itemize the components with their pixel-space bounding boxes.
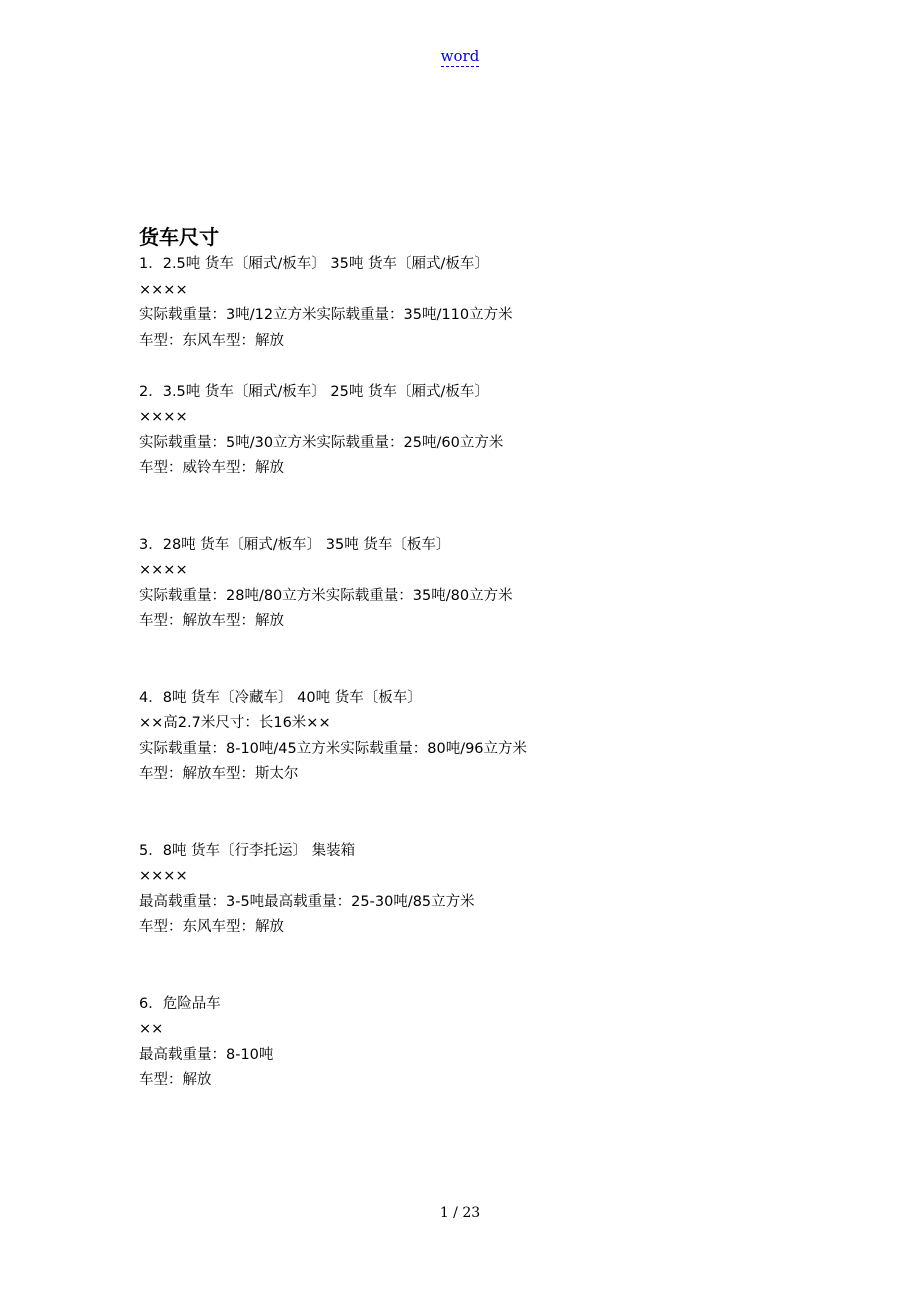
section-heading: 5．8吨 货车〔行李托运〕 集装箱: [139, 842, 356, 859]
spacer: [139, 635, 839, 686]
section-model: 车型：解放车型：解放: [139, 613, 284, 629]
header-word-link-text[interactable]: word: [440, 47, 480, 65]
section-4: [139, 686, 839, 788]
section-5: [139, 839, 839, 941]
section-heading: 6．危险品车: [139, 995, 221, 1012]
section-dimensions: ××××: [139, 868, 188, 884]
section-dimensions: ××××: [139, 562, 188, 578]
section-model: 车型：东风车型：解放: [139, 332, 284, 349]
section-heading: 1．2.5吨 货车〔厢式/板车〕 35吨 货车〔厢式/板车〕: [139, 256, 489, 272]
section-heading: 3．28吨 货车〔厢式/板车〕 35吨 货车〔板车〕: [139, 536, 451, 553]
document-title: 货车尺寸: [139, 225, 219, 249]
section-3: [139, 533, 839, 635]
section-dimensions: ××高2.7米尺寸：长16米××: [139, 715, 331, 731]
section-load: 最高载重量：8-10吨: [139, 1046, 274, 1063]
section-dimensions: ××××: [139, 281, 188, 298]
spacer: [139, 941, 839, 992]
section-load: 实际载重量：28吨/80立方米实际载重量：35吨/80立方米: [139, 587, 513, 604]
section-1: [139, 252, 839, 354]
document-body: [139, 222, 839, 1094]
section-dimensions: ××××: [139, 409, 188, 425]
section-load: 最高载重量：3-5吨最高载重量：25-30吨/85立方米: [139, 893, 475, 910]
spacer: [139, 482, 839, 533]
section-load: 实际载重量：3吨/12立方米实际载重量：35吨/110立方米: [139, 307, 513, 323]
section-model: 车型：解放车型：斯太尔: [139, 766, 299, 782]
section-model: 车型：东风车型：解放: [139, 919, 284, 935]
section-load: 实际载重量：5吨/30立方米实际载重量：25吨/60立方米: [139, 434, 504, 451]
section-model: 车型：威铃车型：解放: [139, 460, 284, 476]
section-heading: 2．3.5吨 货车〔厢式/板车〕 25吨 货车〔厢式/板车〕: [139, 383, 489, 400]
section-6: [139, 992, 839, 1094]
header-word-link[interactable]: [0, 46, 920, 66]
section-2: [139, 380, 839, 482]
section-heading: 4．8吨 货车〔冷藏车〕 40吨 货车〔板车〕: [139, 689, 422, 706]
spacer: [139, 354, 839, 380]
page-indicator: 1 / 23: [439, 1205, 481, 1221]
spacer: [139, 788, 839, 839]
section-dimensions: ××: [139, 1021, 164, 1037]
section-model: 车型：解放: [139, 1072, 212, 1088]
section-load: 实际载重量：8-10吨/45立方米实际载重量：80吨/96立方米: [139, 740, 528, 757]
